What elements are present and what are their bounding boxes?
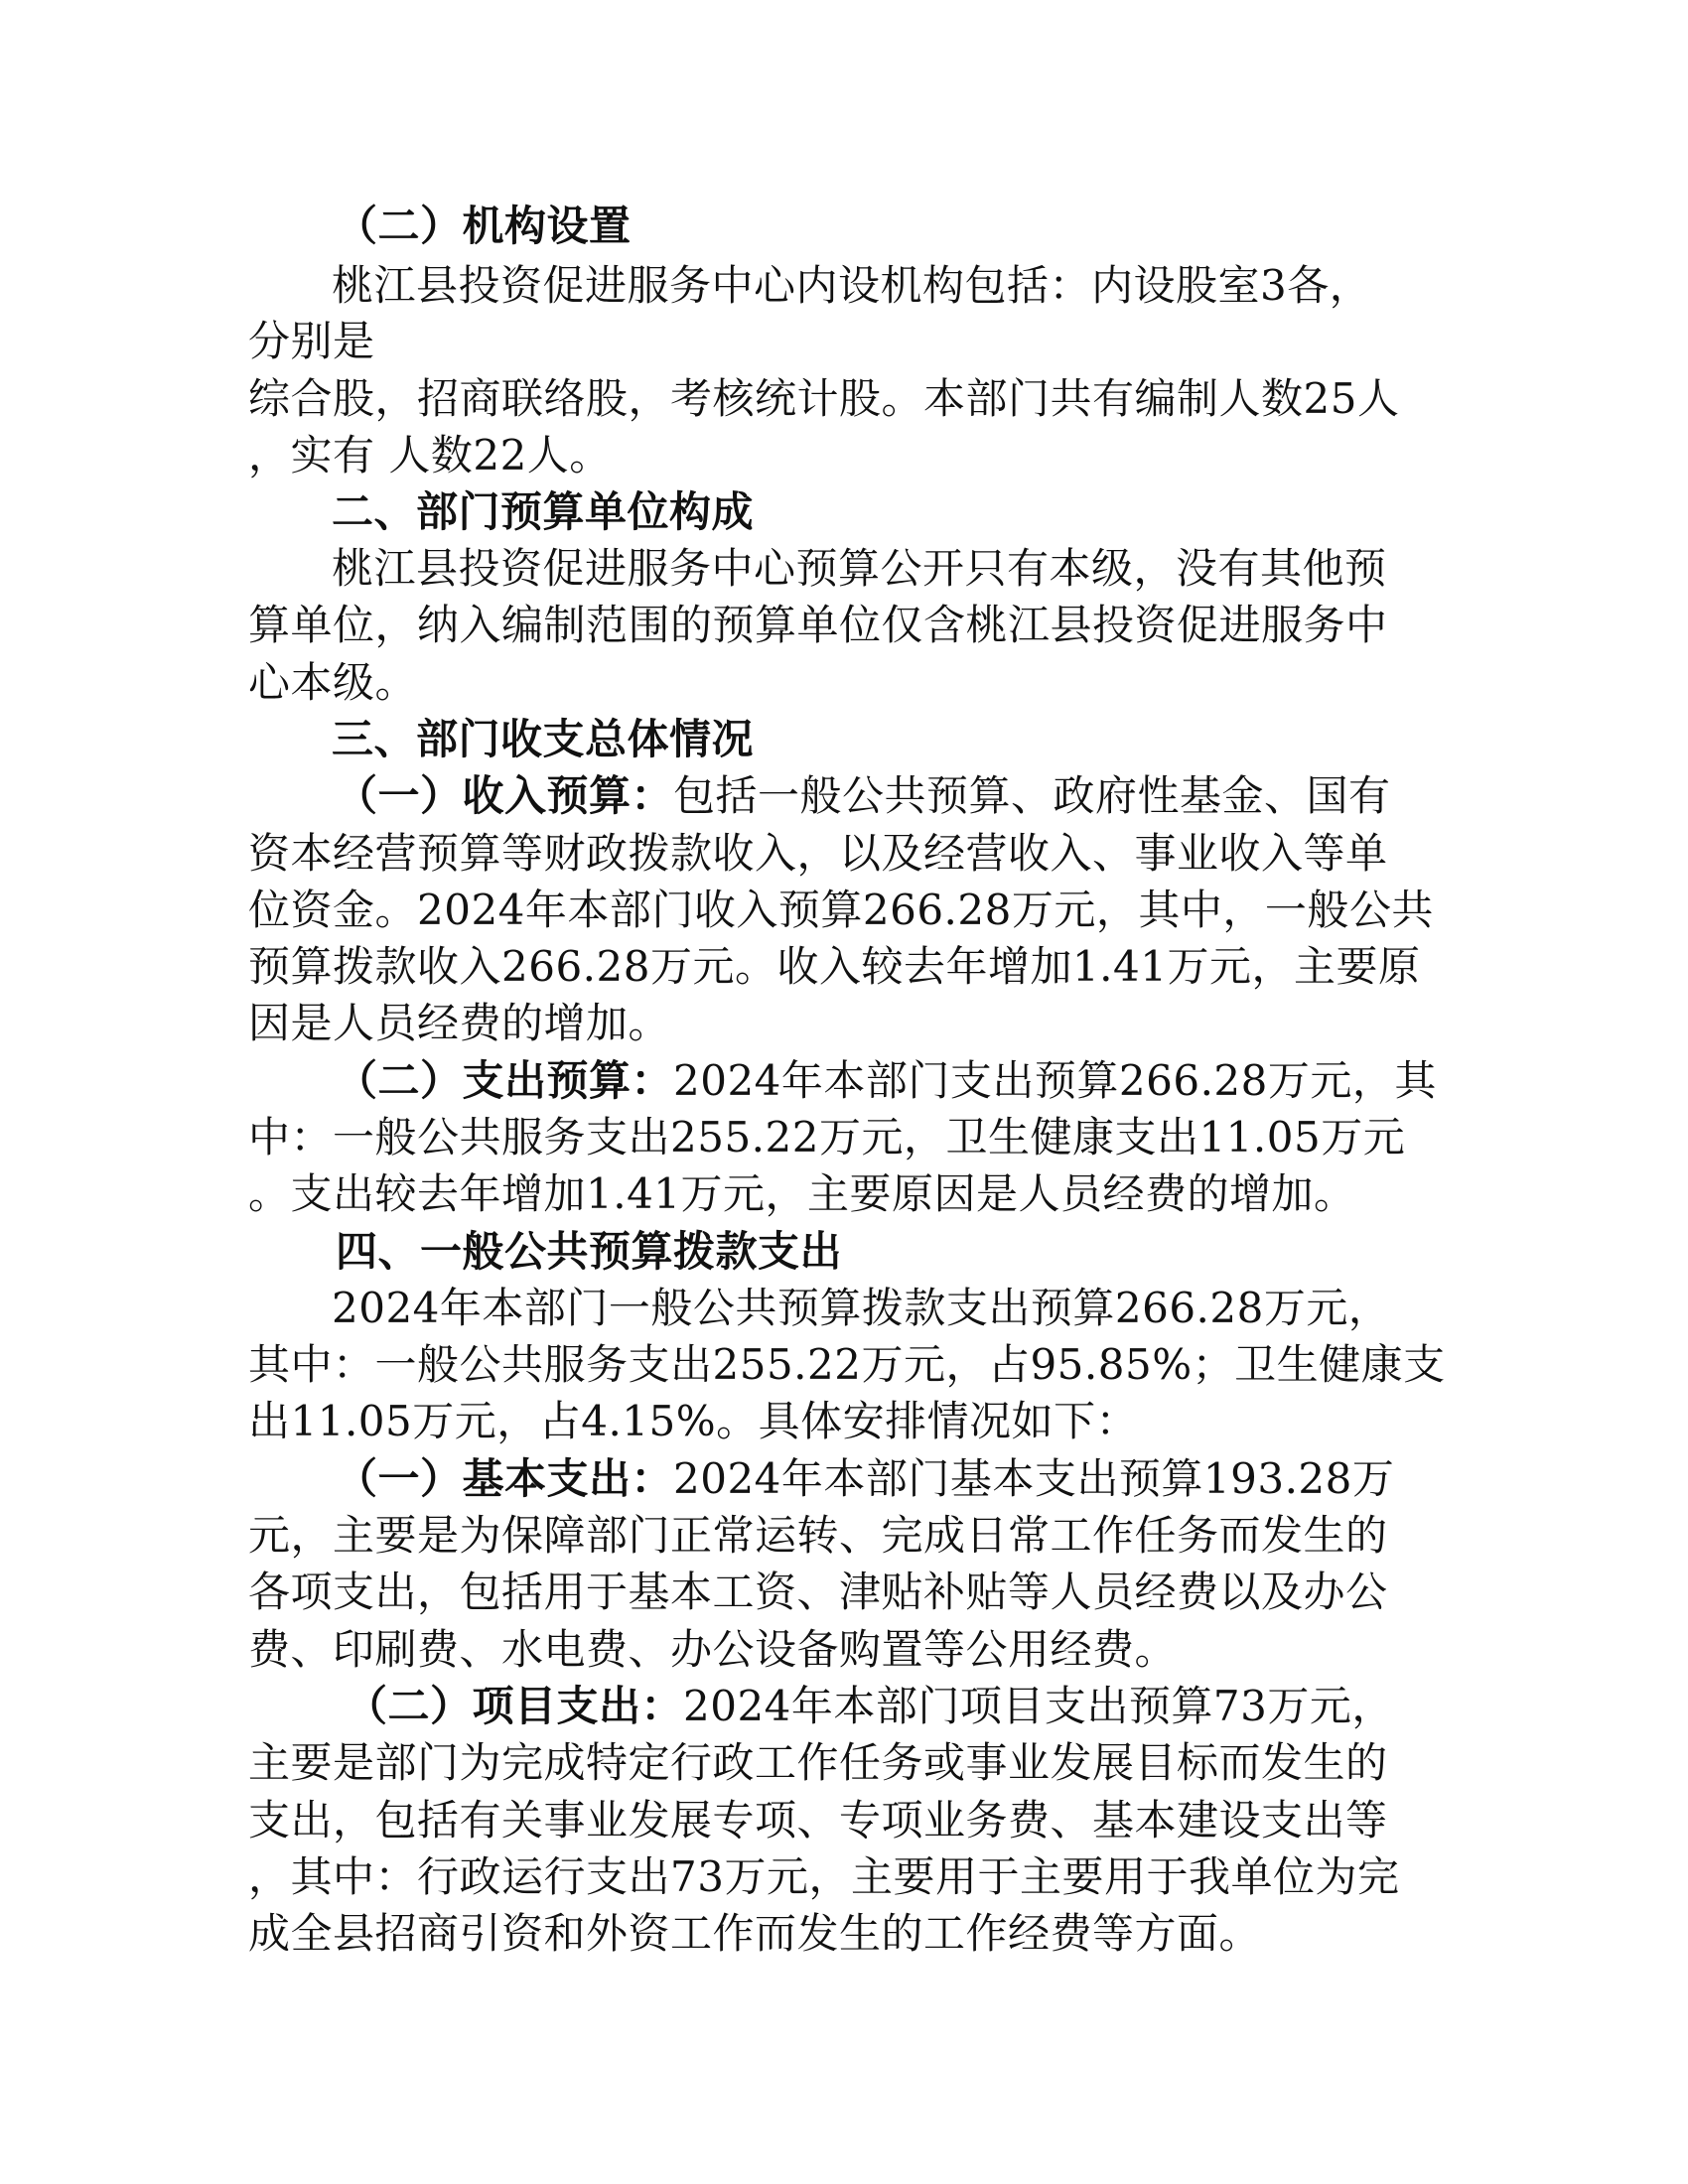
paragraph-line: ，实有 人数22人。 — [248, 431, 612, 479]
paragraph-line: 主要是部门为完成特定行政工作任务或事业发展目标而发生的 — [248, 1738, 1388, 1787]
paragraph-line: 各项支出，包括用于基本工资、津贴补贴等人员经费以及办公 — [248, 1568, 1388, 1616]
paragraph-line: 综合股，招商联络股，考核统计股。本部门共有编制人数25人 — [248, 374, 1400, 423]
paragraph-line: 2024年本部门一般公共预算拨款支出预算266.28万元， — [332, 1284, 1391, 1332]
paragraph-line: 成全县招商引资和外资工作而发生的工作经费等方面。 — [248, 1909, 1262, 1958]
paragraph-line: 出11.05万元，占4.15%。具体安排情况如下： — [248, 1397, 1139, 1445]
section-heading: （二）机构设置 — [336, 202, 632, 250]
paragraph-line: ，其中：行政运行支出73万元，主要用于主要用于我单位为完 — [248, 1852, 1400, 1901]
section-heading: 三、部门收支总体情况 — [332, 715, 755, 763]
paragraph-line: 桃江县投资促进服务中心内设机构包括：内设股室3各， — [332, 261, 1372, 310]
paragraph-line: 因是人员经费的增加。 — [248, 999, 671, 1047]
paragraph-line: 分别是 — [248, 317, 375, 365]
paragraph-line: 费、印刷费、水电费、办公设备购置等公用经费。 — [248, 1625, 1178, 1674]
section-heading: 四、一般公共预算拨款支出 — [336, 1227, 843, 1276]
paragraph-line: 。支出较去年增加1.41万元，主要原因是人员经费的增加。 — [248, 1169, 1356, 1218]
paragraph-line: 中：一般公共服务支出255.22万元，卫生健康支出11.05万元 — [248, 1113, 1406, 1161]
paragraph-line: 元，主要是为保障部门正常运转、完成日常工作任务而发生的 — [248, 1511, 1388, 1560]
paragraph-line: 其中：一般公共服务支出255.22万元，占95.85%；卫生健康支 — [248, 1340, 1446, 1389]
paragraph-line: （一）基本支出：2024年本部门基本支出预算193.28万 — [336, 1454, 1395, 1503]
paragraph-line: （一）收入预算：包括一般公共预算、政府性基金、国有 — [336, 771, 1391, 820]
paragraph-line: 位资金。2024年本部门收入预算266.28万元，其中，一般公共 — [248, 886, 1434, 934]
paragraph-line: 支出，包括有关事业发展专项、专项业务费、基本建设支出等 — [248, 1796, 1388, 1844]
paragraph-line: （二）支出预算：2024年本部门支出预算266.28万元，其 — [336, 1056, 1437, 1105]
section-heading: 二、部门预算单位构成 — [332, 487, 755, 536]
paragraph-line: 资本经营预算等财政拨款收入，以及经营收入、事业收入等单 — [248, 829, 1388, 878]
paragraph-line: 心本级。 — [248, 658, 418, 707]
paragraph-line: 预算拨款收入266.28万元。收入较去年增加1.41万元，主要原 — [248, 942, 1421, 991]
paragraph-line: （二）项目支出：2024年本部门项目支出预算73万元， — [346, 1682, 1394, 1730]
paragraph-line: 桃江县投资促进服务中心预算公开只有本级，没有其他预 — [332, 544, 1387, 593]
paragraph-line: 算单位，纳入编制范围的预算单位仅含桃江县投资促进服务中 — [248, 601, 1388, 649]
